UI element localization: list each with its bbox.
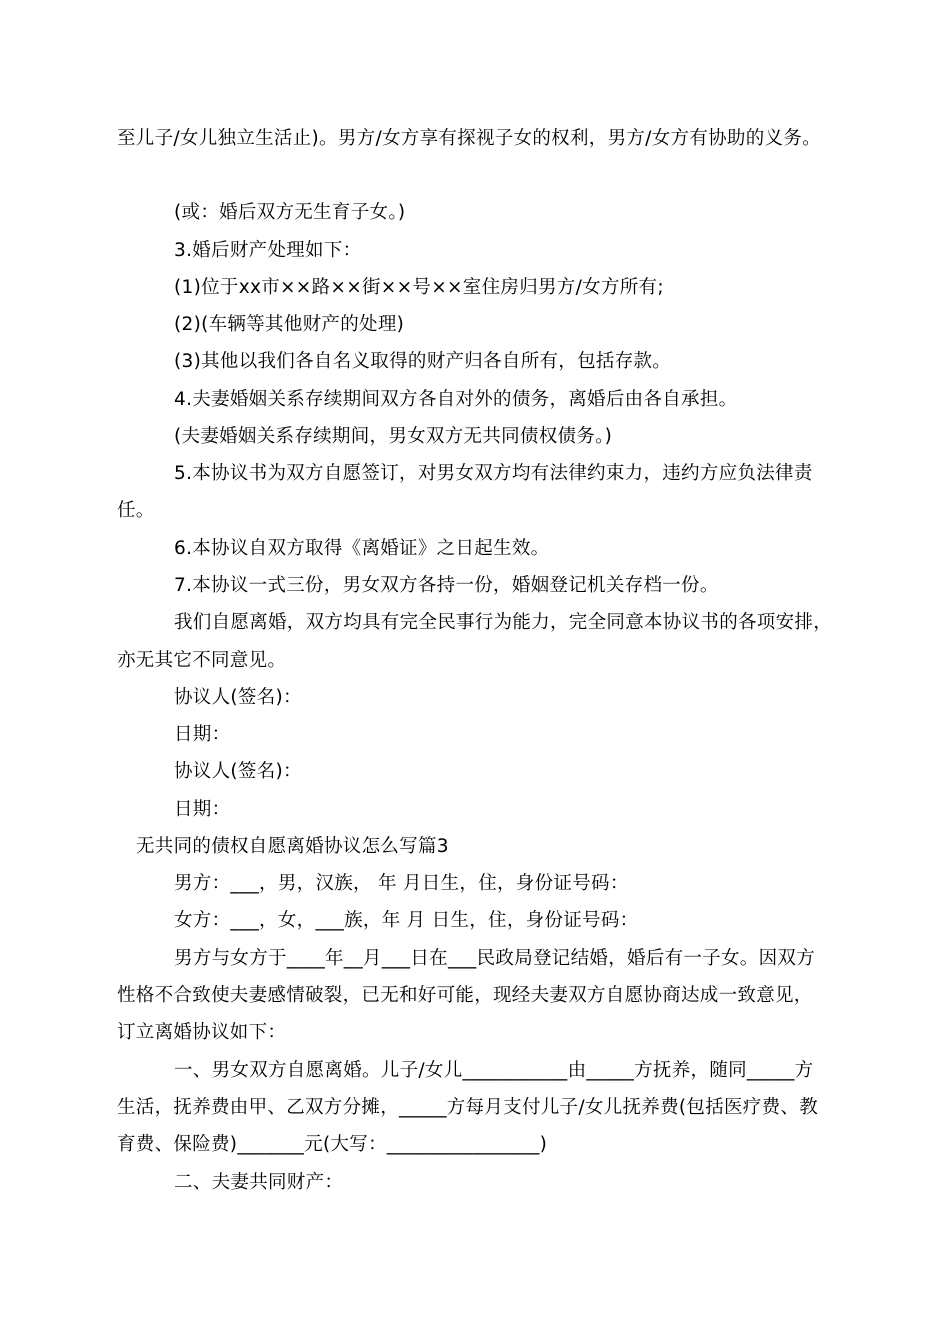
text-line: 订立离婚协议如下：	[117, 1022, 287, 1043]
text-line: 至儿子/女儿独立生活止)。男方/女方享有探视子女的权利，男方/女方有协助的义务。	[117, 128, 821, 149]
text-line: 协议人(签名)：	[174, 761, 302, 782]
text-line: 我们自愿离婚，双方均具有完全民事行为能力，完全同意本协议书的各项安排，	[174, 612, 833, 633]
text-line: 协议人(签名)：	[174, 687, 302, 708]
text-line: (3)其他以我们各自名义取得的财产归各自所有，包括存款。	[174, 351, 672, 372]
text-line: 男方：___，男，汉族， 年 月日生，住，身份证号码：	[174, 873, 629, 894]
text-line: (或：婚后双方无生育子女。)	[174, 202, 406, 223]
text-line: (2)(车辆等其他财产的处理)	[174, 314, 405, 335]
text-line: 亦无其它不同意见。	[117, 650, 287, 671]
text-line: (1)位于xx市××路××街××号××室住房归男方/女方所有;	[174, 277, 664, 298]
text-line: 日期：	[174, 799, 231, 820]
text-line: 育费、保险费)_______元(大写：________________)	[117, 1134, 548, 1155]
text-line: 性格不合致使夫妻感情破裂，已无和好可能，现经夫妻双方自愿协商达成一致意见，	[117, 985, 813, 1006]
text-line: 男方与女方于____年__月___日在___民政局登记结婚，婚后有一子女。因双方	[174, 948, 816, 969]
text-line: 7.本协议一式三份，男女双方各持一份，婚姻登记机关存档一份。	[174, 575, 719, 596]
section-heading: 无共同的债权自愿离婚协议怎么写篇3	[136, 836, 449, 857]
text-line: 一、男女双方自愿离婚。儿子/女儿___________由_____方抚养，随同_____方	[174, 1060, 814, 1081]
text-line: (夫妻婚姻关系存续期间，男女双方无共同债权债务。)	[174, 426, 613, 447]
text-line: 任。	[117, 500, 155, 521]
text-line: 生活，抚养费由甲、乙双方分摊，_____方每月支付儿子/女儿抚养费(包括医疗费、教	[117, 1097, 819, 1118]
text-line: 3.婚后财产处理如下：	[174, 240, 362, 261]
text-line: 二、夫妻共同财产：	[174, 1172, 344, 1193]
text-line: 女方：___，女，___族，年 月 日生，住，身份证号码：	[174, 910, 639, 931]
text-line: 日期：	[174, 724, 231, 745]
text-line: 6.本协议自双方取得《离婚证》之日起生效。	[174, 538, 550, 559]
text-line: 4.夫妻婚姻关系存续期间双方各自对外的债务，离婚后由各自承担。	[174, 389, 738, 410]
text-line: 5.本协议书为双方自愿签订，对男女双方均有法律约束力，违约方应负法律责	[174, 463, 813, 484]
